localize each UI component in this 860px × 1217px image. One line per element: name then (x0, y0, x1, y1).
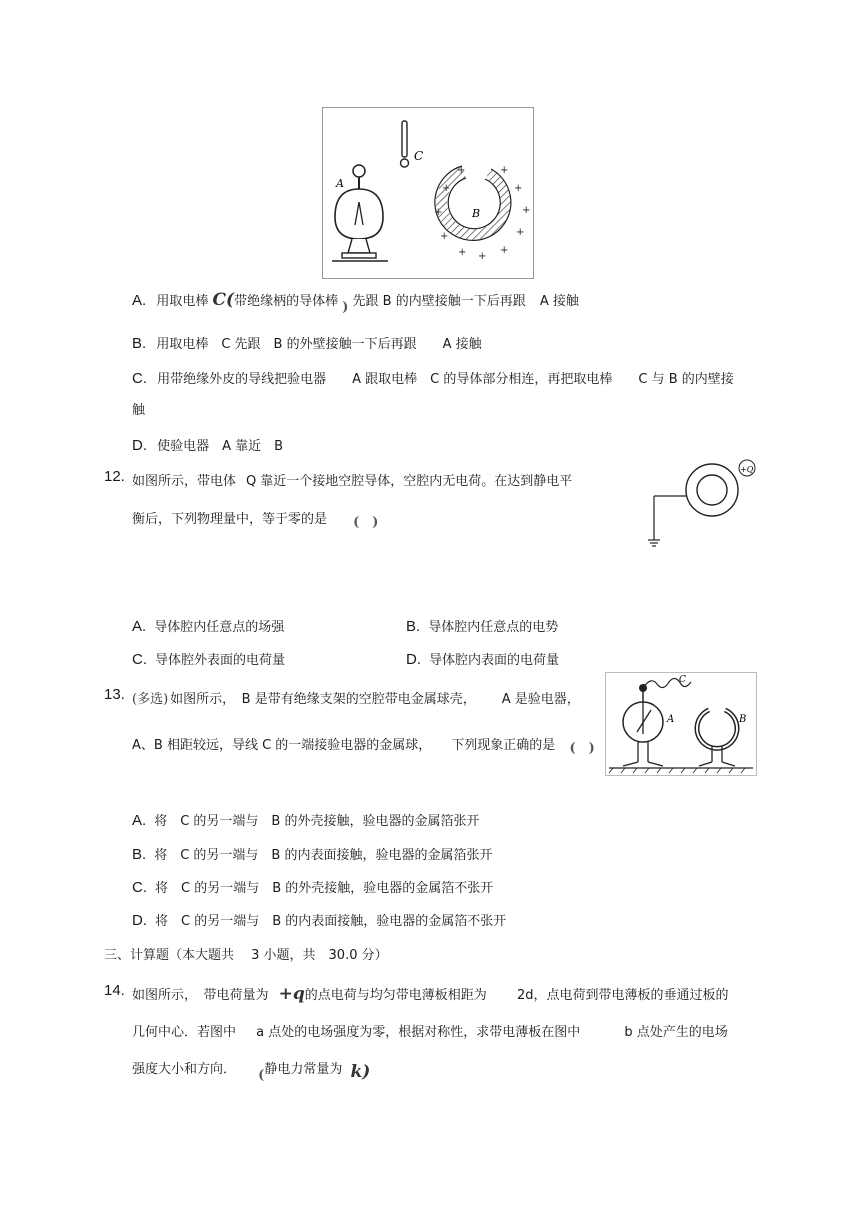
option-letter: A. (132, 292, 147, 309)
q12-option-b[interactable]: B. 导体腔内任意点的电势 (406, 618, 559, 635)
option-letter: C. (132, 370, 147, 387)
answer-paren: ( ) (569, 741, 595, 756)
svg-text:+: + (522, 205, 531, 216)
q13-option-b[interactable]: B. 将 C 的另一端与 B 的内表面接触，验电器的金属箔张开 (132, 846, 493, 863)
option-text: 用取电棒 (156, 294, 209, 309)
q14-stem-line1: 如图所示， 带电荷量为 +q的点电荷与均匀带电薄板相距为 2d，点电荷到带电薄板的垂通过板的 (132, 984, 729, 1004)
label-c: C (679, 675, 686, 685)
svg-text:+: + (514, 183, 523, 194)
q12-option-c[interactable]: C. 导体腔外表面的电荷量 (132, 651, 286, 668)
svg-text:+: + (458, 247, 467, 258)
q12-stem-line1: 如图所示，带电体 Q 靠近一个接地空腔导体，空腔内无电荷。在达到静电平 (132, 474, 573, 489)
label-c: C (414, 149, 424, 163)
q13-option-d[interactable]: D. 将 C 的另一端与 B 的内表面接触，验电器的金属箔不张开 (132, 912, 507, 929)
option-text: 带绝缘柄的导体棒 (234, 294, 339, 309)
k-symbol: k) (350, 1062, 371, 1082)
q14-number: 14. (104, 982, 125, 999)
rod-c-symbol: C( (212, 290, 235, 310)
q12-option-d[interactable]: D. 导体腔内表面的电荷量 (406, 651, 560, 668)
answer-paren: ( ) (353, 515, 379, 530)
svg-text:+: + (434, 207, 443, 218)
svg-text:+: + (478, 251, 487, 262)
label-a: A (667, 714, 675, 725)
q11-option-a[interactable] (132, 290, 579, 315)
multi-select-tag: (多选) (132, 692, 169, 707)
label-b: B (739, 714, 747, 725)
svg-text:+: + (500, 165, 509, 176)
q12-number: 12. (104, 468, 125, 485)
option-letter: B. (132, 335, 147, 352)
q13-option-a[interactable]: A. 将 C 的另一端与 B 的外壳接触，验电器的金属箔张开 (132, 812, 480, 829)
q13-stem-line1: (多选) 如图所示， B 是带有绝缘支架的空腔带电金属球壳， A 是验电器， (132, 692, 580, 707)
q14-stem-line3: 强度大小和方向． (静电力常量为 k) (132, 1062, 371, 1083)
q13-stem-line2: A、B 相距较远，导线 C 的一端接验电器的金属球， 下列现象正确的是 ( ) (132, 738, 595, 756)
svg-text:+: + (442, 183, 451, 194)
paren: ) (342, 300, 349, 315)
figure-electroscope-wire (605, 672, 757, 776)
q13-number: 13. (104, 686, 125, 703)
svg-text:+: + (500, 245, 509, 256)
option-letter: D. (132, 437, 147, 454)
charge-symbol: +q (278, 984, 305, 1004)
svg-text:+: + (516, 227, 525, 238)
option-text: 用取电棒 C 先跟 B 的外壁接触一下后再跟 A 接触 (156, 337, 482, 352)
option-text: 先跟 B 的内壁接触一下后再跟 (352, 294, 526, 309)
q12-option-a[interactable]: A. 导体腔内任意点的场强 (132, 618, 285, 635)
q11-option-d[interactable] (132, 435, 283, 454)
q11-option-b[interactable] (132, 333, 482, 352)
q14-stem-line2: 几何中心．若图中 a 点处的电场强度为零，根据对称性，求带电薄板在图中 b 点处产生的电场 (132, 1025, 728, 1040)
svg-text:+: + (440, 231, 449, 242)
q13-option-c[interactable]: C. 将 C 的另一端与 B 的外壳接触，验电器的金属箔不张开 (132, 879, 494, 896)
section-heading: 三、计算题（本大题共 3 小题，共 30.0 分） (104, 948, 388, 963)
label-b: B (472, 207, 481, 220)
label-a: A (336, 177, 344, 190)
figure-grounded-cavity (644, 458, 756, 554)
plus-q-label: +Q (740, 465, 754, 474)
option-text: 用带绝缘外皮的导线把验电器 A 跟取电棒 C 的导体部分相连，再把取电棒 C 与 B 的内壁接 (157, 372, 734, 387)
q11-option-c[interactable] (132, 368, 734, 387)
svg-text:+: + (457, 165, 466, 176)
option-text: A 接触 (539, 294, 579, 309)
option-text: 使验电器 A 靠近 B (157, 439, 284, 454)
q12-stem-line2: 衡后，下列物理量中，等于零的是 ( ) (132, 512, 379, 530)
figure-electroscope-shell (322, 107, 534, 279)
q11-option-c-cont: 触 (132, 403, 146, 418)
